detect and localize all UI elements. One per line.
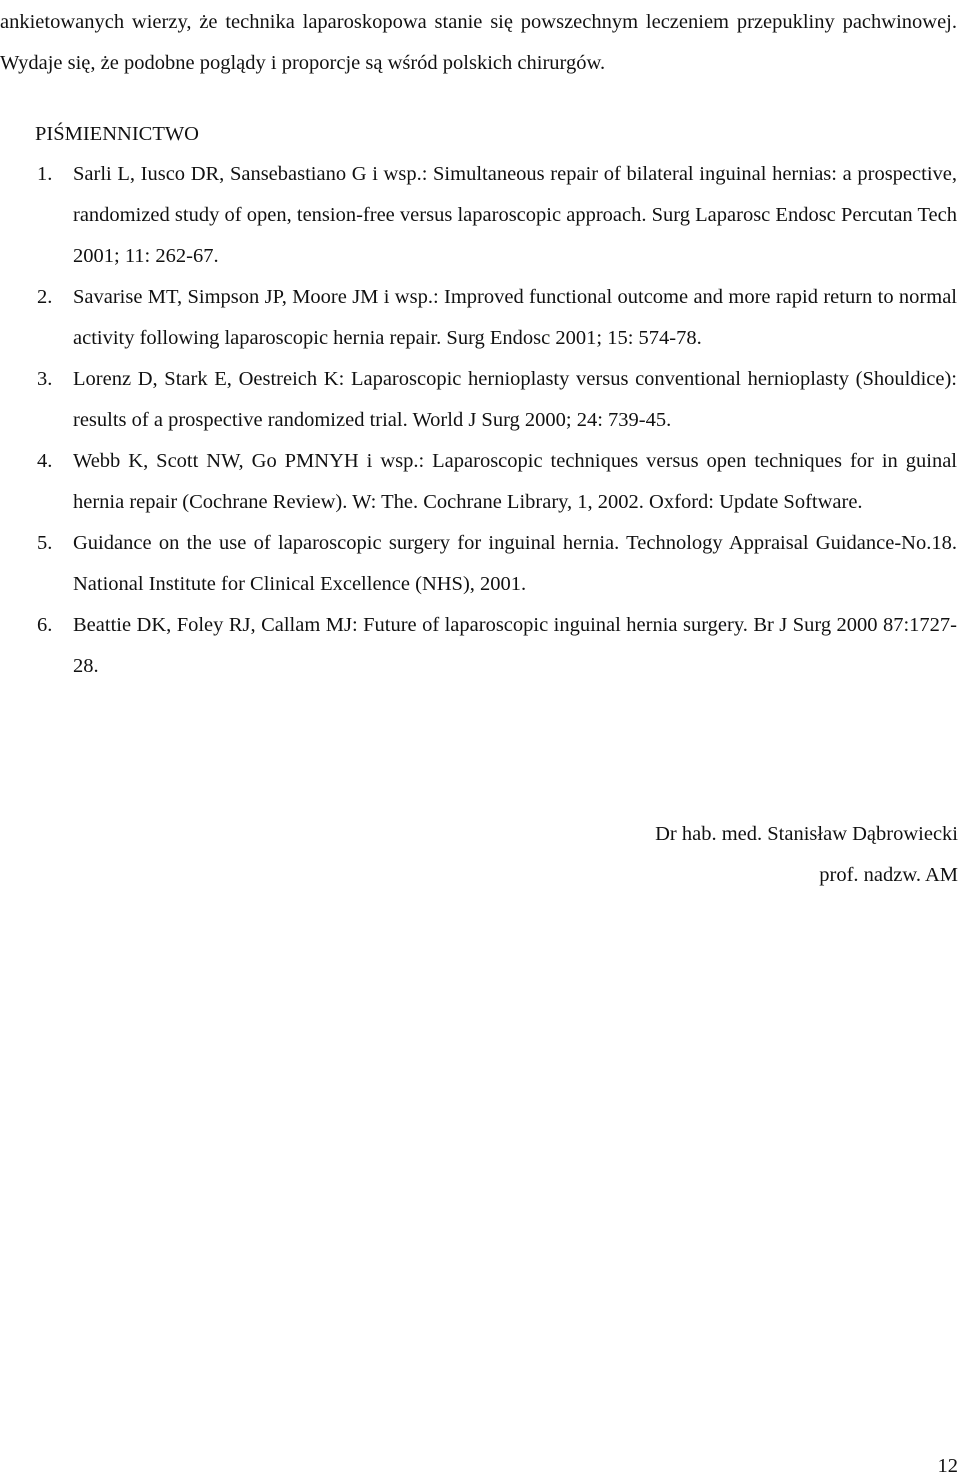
reference-text: Savarise MT, Simpson JP, Moore JM i wsp.: Improved functional outcome and more rapid return to normal activity following laparoscopic hernia repair. Surg Endosc 2001; 15: 574-78. [73, 286, 957, 349]
reference-text: Webb K, Scott NW, Go PMNYH i wsp.: Laparoscopic techniques versus open techniques for in guinal hernia repair (Cochrane Review). W: The. Cochrane Library, 1, 2002. Oxford: Update Software. [73, 450, 957, 513]
reference-text: Guidance on the use of laparoscopic surgery for inguinal hernia. Technology Appraisal Guidance-No.18. National Institute for Clinical Excellence (NHS), 2001. [73, 532, 957, 595]
reference-item-5 [0, 523, 957, 605]
reference-number: 6. [37, 614, 53, 636]
reference-item-4 [0, 441, 957, 523]
reference-text: Lorenz D, Stark E, Oestreich K: Laparoscopic hernioplasty versus conventional hernioplasty (Shouldice): results of a prospective randomized trial. World J Surg 2000; 24: 739-45. [73, 368, 957, 431]
reference-number: 1. [37, 163, 53, 185]
reference-item-2 [0, 277, 957, 359]
references-heading: PIŚMIENNICTWO [35, 123, 199, 145]
signature-name: Dr hab. med. Stanisław Dąbrowiecki [655, 823, 958, 845]
reference-number: 2. [37, 286, 53, 308]
signature-block [655, 814, 958, 896]
reference-number: 4. [37, 450, 53, 472]
intro-paragraph: ankietowanych wierzy, że technika laparoskopowa stanie się powszechnym leczeniem przepukliny pachwinowej. Wydaje się, że podobne poglądy i proporcje są wśród polskich chirurgów. [0, 11, 957, 74]
reference-item-1 [0, 154, 957, 277]
references-list [0, 154, 957, 687]
signature-title: prof. nadzw. AM [819, 864, 958, 886]
reference-number: 3. [37, 368, 53, 390]
reference-number: 5. [37, 532, 53, 554]
reference-text: Sarli L, Iusco DR, Sansebastiano G i wsp.: Simultaneous repair of bilateral inguinal hernias: a prospective, randomized study of open, tension-free versus laparoscopic approach. Surg Laparosc Endosc Percutan Tech 2001; 11: 262-67. [73, 163, 957, 267]
reference-item-3 [0, 359, 957, 441]
reference-text: Beattie DK, Foley RJ, Callam MJ: Future of laparoscopic inguinal hernia surgery. Br J Surg 2000 87:1727-28. [73, 614, 957, 677]
page-number: 12 [937, 1455, 958, 1477]
reference-item-6 [0, 605, 957, 687]
